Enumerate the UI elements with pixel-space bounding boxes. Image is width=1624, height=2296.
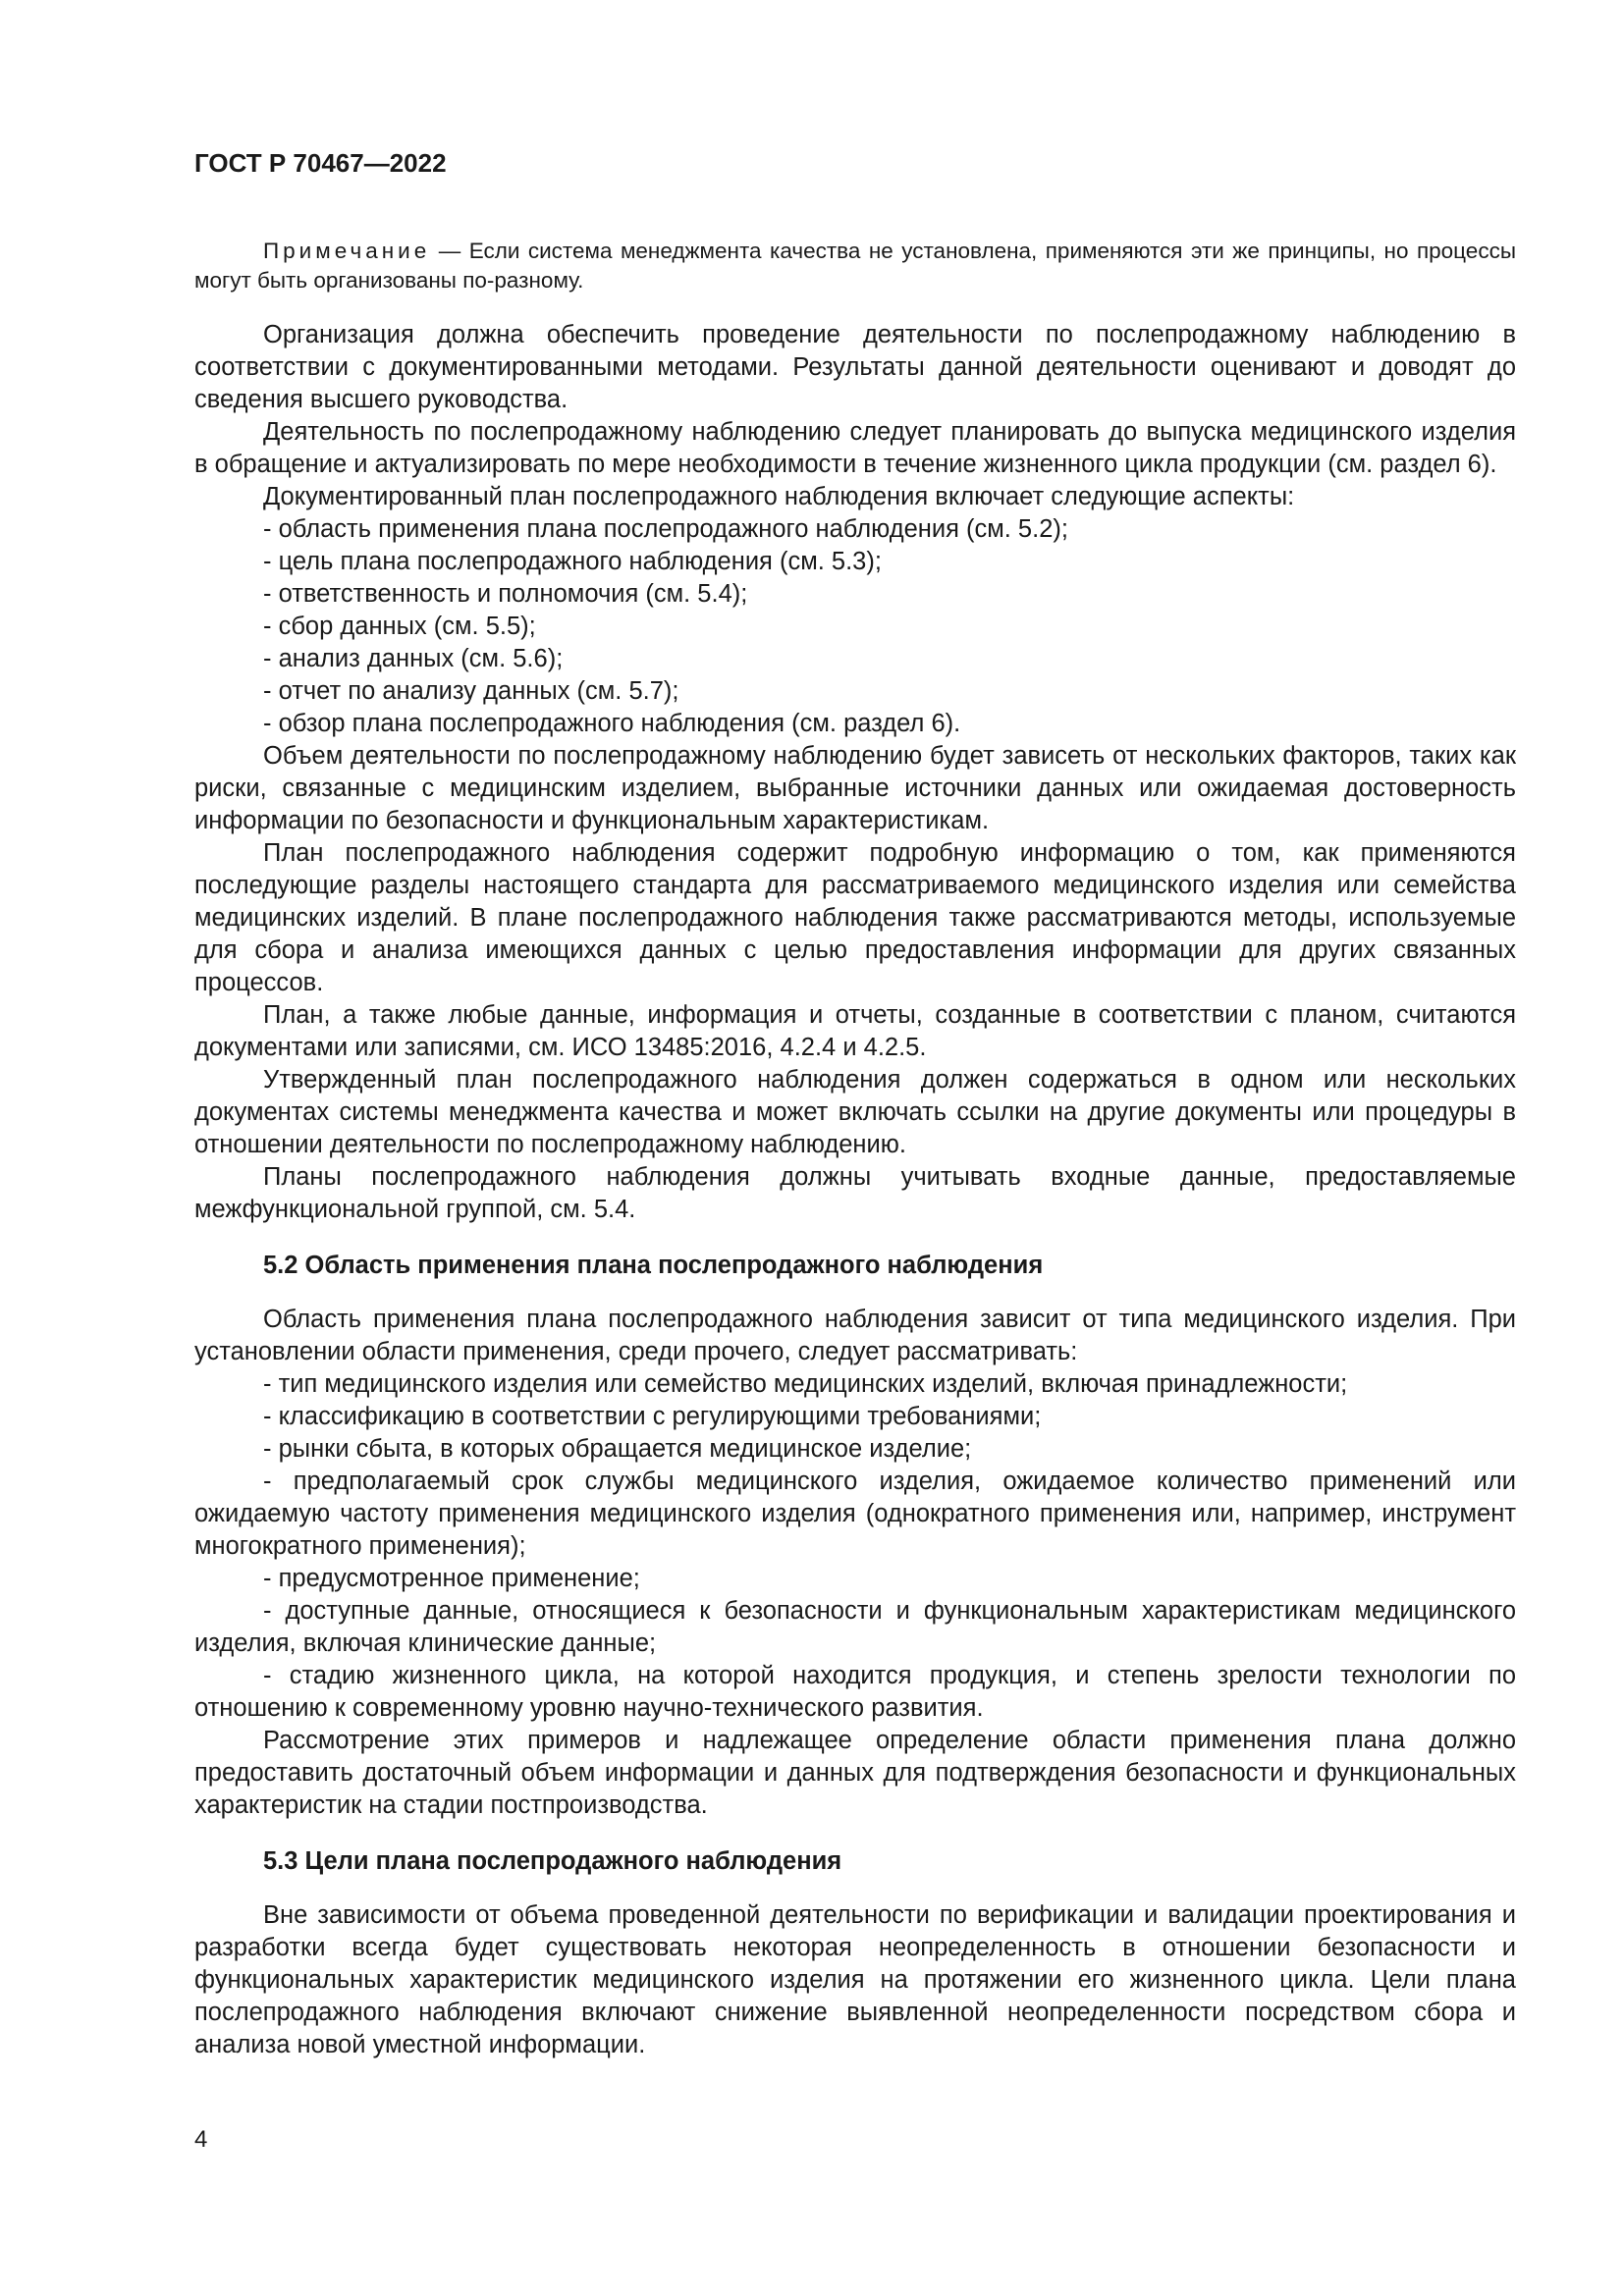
section-heading-5-3: 5.3 Цели плана послепродажного наблюдения — [263, 1847, 842, 1875]
page-number: 4 — [194, 2126, 208, 2153]
list-item: - анализ данных (см. 5.6); — [263, 645, 564, 672]
note-label: Примечание — [263, 239, 431, 263]
document-page — [194, 147, 1516, 2061]
paragraph: План, а также любые данные, информация и отчеты, созданные в соответствии с планом, считаются документами или записями, см. ИСО 13485:2016, 4.2.4 и 4.2.5. — [194, 1001, 1516, 1061]
list-item: - рынки сбыта, в которых обращается медицинское изделие; — [263, 1435, 972, 1463]
paragraph: Вне зависимости от объема проведенной деятельности по верификации и валидации проектирования и разработки всегда будет существовать некоторая неопределенность в отношении безопасности и функциональных характеристик медицинского изделия на протяжении его жизненного цикла. Цели плана послепродажного наблюдения включают снижение выявленной неопределенности посредством сбора и анализа новой уместной информации. — [194, 1901, 1516, 2058]
paragraph: Организация должна обеспечить проведение деятельности по послепродажному наблюдению в соответствии с документированными методами. Результаты данной деятельности оценивают и доводят до сведения высшего руководства. — [194, 321, 1516, 413]
list-item: - ответственность и полномочия (см. 5.4); — [263, 580, 748, 608]
note-text: Если система менеджмента качества не установлена, применяются эти же принципы, но процессы могут быть организованы по-разному. — [194, 239, 1516, 293]
list-item: - цель плана послепродажного наблюдения (см. 5.3); — [263, 548, 882, 575]
paragraph: Область применения плана послепродажного наблюдения зависит от типа медицинского изделия. При установлении области применения, среди прочего, следует рассматривать: — [194, 1306, 1516, 1365]
note-dash: — — [430, 239, 469, 263]
list-item: - отчет по анализу данных (см. 5.7); — [263, 677, 679, 705]
list-item: - классификацию в соответствии с регулирующими требованиями; — [263, 1403, 1042, 1430]
paragraph: Документированный план послепродажного наблюдения включает следующие аспекты: — [263, 483, 1295, 510]
paragraph: Рассмотрение этих примеров и надлежащее определение области применения плана должно предоставить достаточный объем информации и данных для подтверждения безопасности и функциональных характеристик на стадии постпроизводства. — [194, 1727, 1516, 1819]
section-heading-5-2: 5.2 Область применения плана послепродажного наблюдения — [263, 1252, 1044, 1279]
paragraph: План послепродажного наблюдения содержит подробную информацию о том, как применяются последующие разделы настоящего стандарта для рассматриваемого медицинского изделия или семейства медицинских изделий. В плане послепродажного наблюдения также рассматриваются методы, используемые для сбора и анализа имеющихся данных с целью предоставления информации для других связанных процессов. — [194, 839, 1516, 996]
paragraph: Планы послепродажного наблюдения должны учитывать входные данные, предоставляемые межфункциональной группой, см. 5.4. — [194, 1163, 1516, 1223]
paragraph: Деятельность по послепродажному наблюдению следует планировать до выпуска медицинского изделия в обращение и актуализировать по мере необходимости в течение жизненного цикла продукции (см. раздел 6). — [194, 418, 1516, 478]
list-item: - стадию жизненного цикла, на которой находится продукция, и степень зрелости технологии по отношению к современному уровню научно-технического развития. — [194, 1662, 1516, 1722]
list-item: - обзор плана послепродажного наблюдения (см. раздел 6). — [263, 710, 961, 737]
list-item: - доступные данные, относящиеся к безопасности и функциональным характеристикам медицинского изделия, включая клинические данные; — [194, 1597, 1516, 1657]
note-paragraph — [194, 237, 1516, 295]
list-item: - область применения плана послепродажного наблюдения (см. 5.2); — [263, 515, 1068, 543]
list-item: - предусмотренное применение; — [263, 1565, 640, 1592]
paragraph: Объем деятельности по послепродажному наблюдению будет зависеть от нескольких факторов, таких как риски, связанные с медицинским изделием, выбранные источники данных или ожидаемая достоверность информации по безопасности и функциональным характеристикам. — [194, 742, 1516, 834]
document-header: ГОСТ Р 70467—2022 — [194, 148, 447, 178]
list-item: - тип медицинского изделия или семейство медицинских изделий, включая принадлежности; — [263, 1370, 1348, 1398]
paragraph: Утвержденный план послепродажного наблюдения должен содержаться в одном или нескольких документах системы менеджмента качества и может включать ссылки на другие документы или процедуры в отношении деятельности по послепродажному наблюдению. — [194, 1066, 1516, 1158]
list-item: - предполагаемый срок службы медицинского изделия, ожидаемое количество применений или ожидаемую частоту применения медицинского изделия (однократного применения или, например, инструмент многократного применения); — [194, 1468, 1516, 1560]
list-item: - сбор данных (см. 5.5); — [263, 613, 536, 640]
